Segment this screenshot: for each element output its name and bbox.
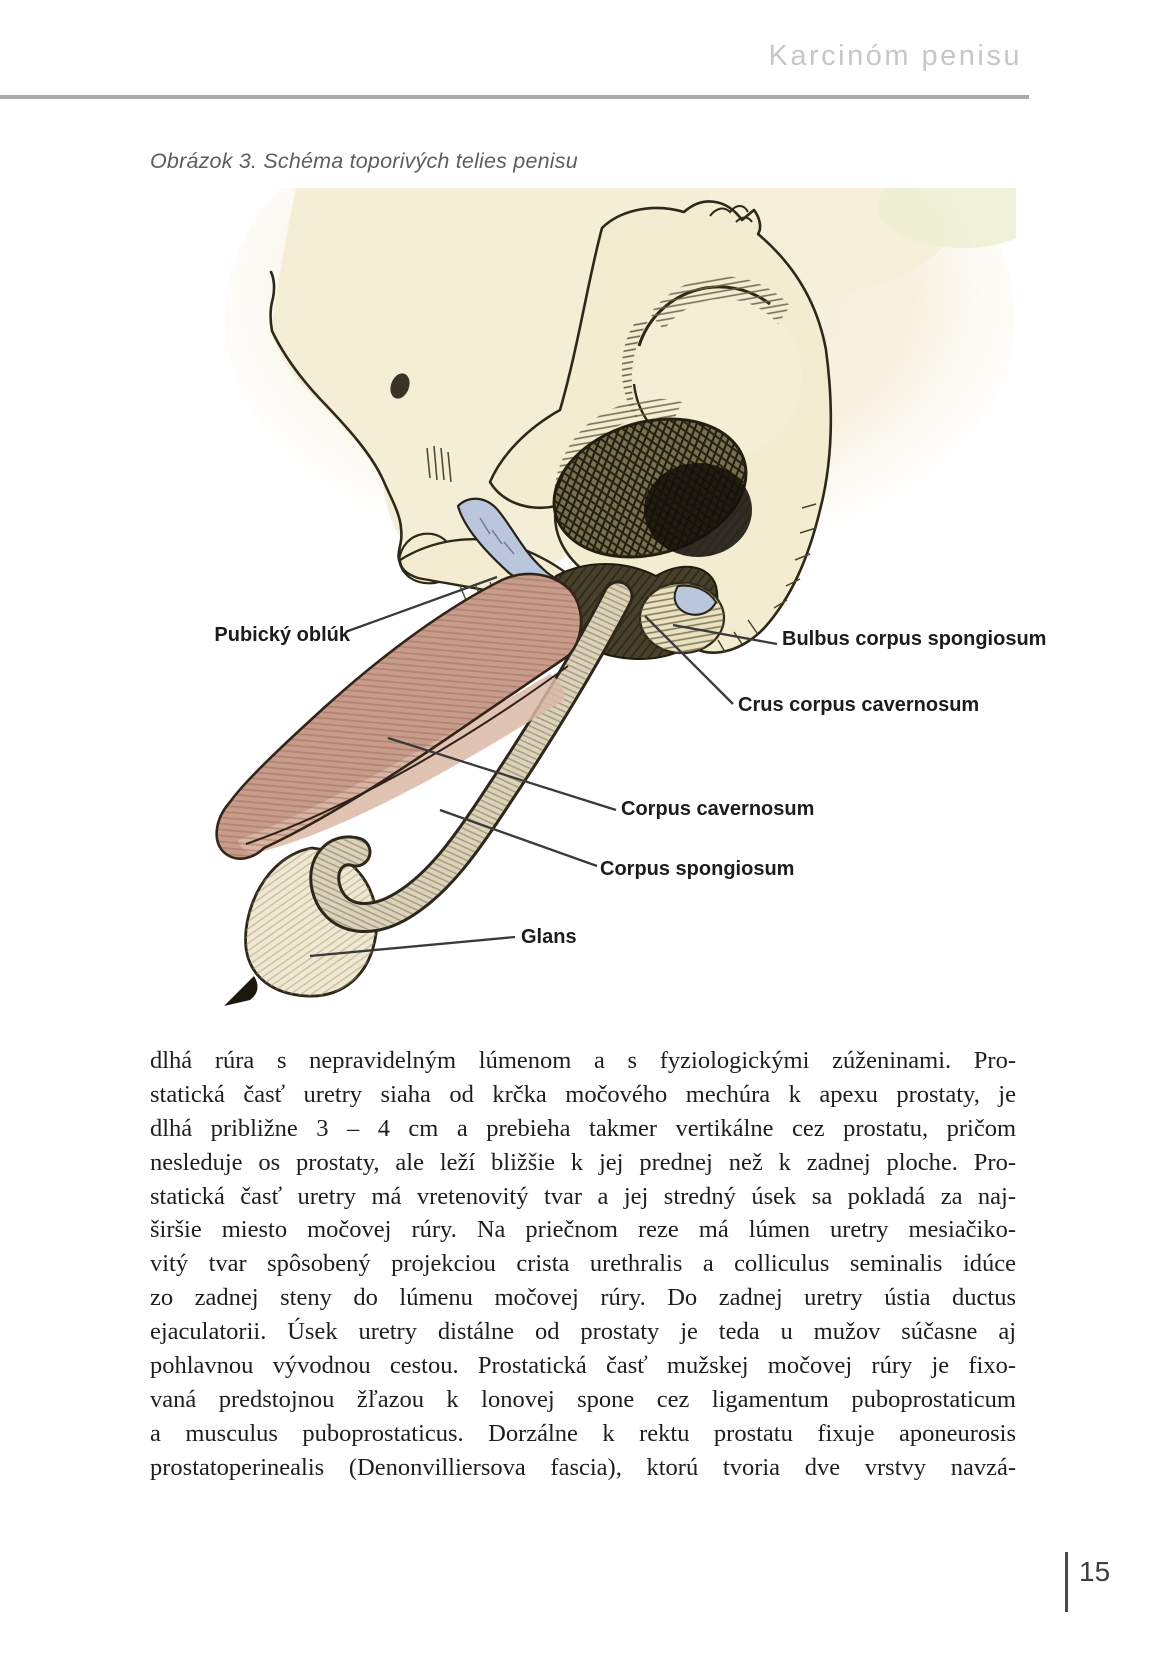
header-rule [0,95,1029,99]
body-line: ejaculatorii. Úsek uretry distálne od prostaty je teda u mužov súčasne aj [150,1318,1016,1346]
label-pubic-arch: Pubický oblúk [214,624,350,646]
label-crus-corpus-cavernosum: Crus corpus cavernosum [738,694,980,716]
running-header-title: Karcinóm penisu [768,40,1022,72]
anatomy-illustration [150,188,1016,1014]
body-line: dlhá rúra s nepravidelným lúmenom a s fyziologickými zúženinami. Pro- [150,1047,1016,1074]
page-number: 15 [1079,1556,1111,1587]
body-line: statická časť uretry siaha od krčka močového mechúra k apexu prostaty, je [150,1080,1016,1108]
figure-anatomy [150,188,1047,1014]
body-line: pohlavnou vývodnou cestou. Prostatická časť mužskej močovej rúry je fixo- [150,1352,1016,1380]
label-glans: Glans [521,926,577,948]
body-line: zo zadnej steny do lúmenu močovej rúry. Do zadnej uretry ústia ductus [150,1284,1016,1312]
body-line: dlhá približne 3 – 4 cm a prebieha takmer vertikálne cez prostatu, pričom [150,1114,1016,1142]
body-line: statická časť uretry má vretenovitý tvar a jej stredný úsek sa pokladá za naj- [150,1182,1016,1210]
body-line: nesleduje os prostaty, ale leží bližšie k jej prednej než k zadnej ploche. Pro- [150,1148,1016,1176]
body-line: prostatoperinealis (Denonvilliersova fascia), ktorú tvoria dve vrstvy navzá- [150,1453,1016,1481]
body-line: širšie miesto močovej rúry. Na priečnom reze má lúmen uretry mesiačiko- [150,1216,1016,1244]
figure-caption: Obrázok 3. Schéma toporivých telies penisu [150,149,578,173]
label-corpus-spongiosum: Corpus spongiosum [600,858,795,880]
page-number-rule [1065,1552,1068,1612]
body-line: vaná predstojnou žľazou k lonovej spone cez ligamentum puboprostaticum [150,1385,1016,1413]
body-paragraph [150,1044,1016,1485]
body-line: a musculus puboprostaticus. Dorzálne k rektu prostatu fixuje aponeurosis [150,1419,1016,1447]
corpus-cavernosum-shape [217,574,581,859]
body-line: vitý tvar spôsobený projekciou crista urethralis a colliculus seminalis idúce [150,1250,1016,1278]
label-bulbus-corpus-spongiosum: Bulbus corpus spongiosum [782,628,1047,650]
label-corpus-cavernosum: Corpus cavernosum [621,798,815,820]
